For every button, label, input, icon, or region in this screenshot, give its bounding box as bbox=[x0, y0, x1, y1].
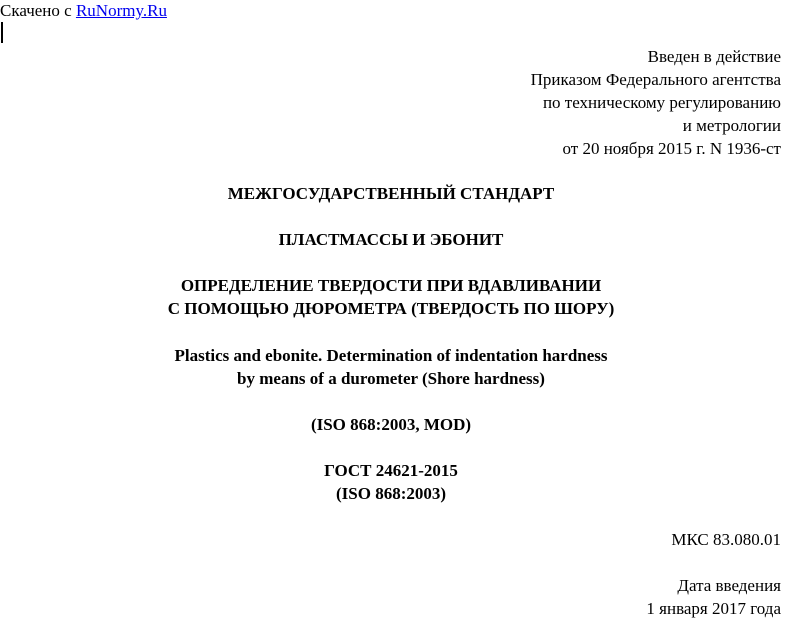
enactment-line: Приказом Федерального агентства bbox=[530, 70, 781, 89]
effective-date-block bbox=[646, 574, 781, 620]
text-cursor bbox=[1, 22, 3, 43]
enactment-block bbox=[531, 45, 781, 160]
title-ru-line-3: С ПОМОЩЬЮ ДЮРОМЕТРА (ТВЕРДОСТЬ ПО ШОРУ) bbox=[167, 299, 615, 318]
title-en-line-2: by means of a durometer (Shore hardness) bbox=[237, 369, 545, 388]
standard-type-heading: МЕЖГОСУДАРСТВЕННЫЙ СТАНДАРТ bbox=[227, 184, 555, 203]
effective-date-label: Дата введения bbox=[677, 576, 781, 595]
gost-iso-reference: (ISO 868:2003) bbox=[335, 484, 447, 503]
source-prefix: Скачено с bbox=[0, 1, 76, 20]
title-en-block bbox=[0, 344, 782, 390]
title-en-line-1: Plastics and ebonite. Determination of indentation hardness bbox=[174, 346, 608, 365]
mks-code: МКС 83.080.01 bbox=[671, 530, 781, 549]
source-line bbox=[0, 1, 167, 21]
enactment-line: и метрологии bbox=[682, 116, 781, 135]
runormy-link[interactable]: RuNormy.Ru bbox=[75, 1, 167, 20]
enactment-line: по техническому регулированию bbox=[542, 93, 781, 112]
enactment-line: от 20 ноября 2015 г. N 1936-ст bbox=[562, 139, 781, 158]
title-ru-line-2: ОПРЕДЕЛЕНИЕ ТВЕРДОСТИ ПРИ ВДАВЛИВАНИИ bbox=[180, 276, 602, 295]
title-ru-line-1: ПЛАСТМАССЫ И ЭБОНИТ bbox=[278, 230, 504, 249]
effective-date-value: 1 января 2017 года bbox=[646, 599, 781, 618]
gost-designation-block bbox=[0, 459, 782, 505]
title-ru-block bbox=[0, 274, 782, 320]
iso-mod-reference: (ISO 868:2003, MOD) bbox=[310, 415, 472, 434]
enactment-line: Введен в действие bbox=[647, 47, 781, 66]
gost-number: ГОСТ 24621-2015 bbox=[324, 461, 458, 480]
